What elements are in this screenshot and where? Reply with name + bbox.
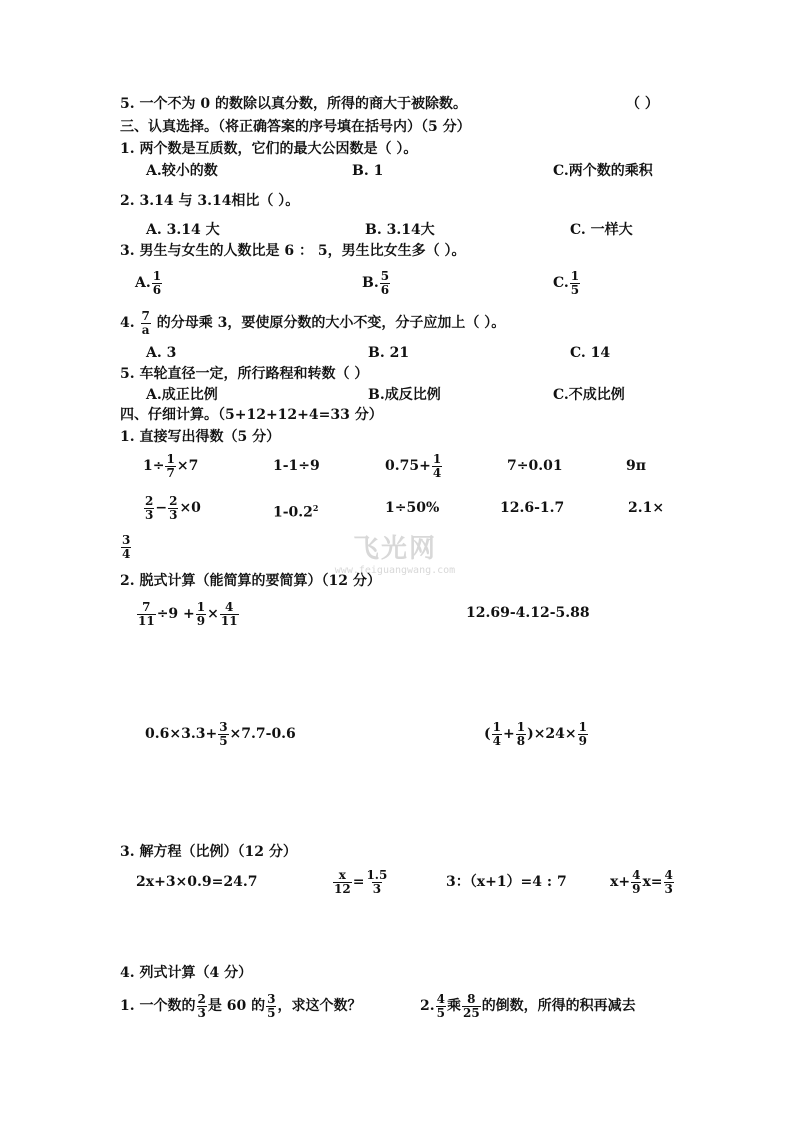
- choice-q4: 4. $\frac{7}{a}$ 的分母乘 3，要使原分数的大小不变，分子应加上（ ）。: [120, 308, 506, 337]
- part3-title: 3. 解方程（比例）（12 分）: [120, 844, 297, 860]
- section-3-title: 三、认真选择。（将正确答案的序号填在括号内）（5 分）: [120, 119, 471, 135]
- choice-q3-b: B. $\frac{5}{6}$: [362, 268, 390, 297]
- calc-1-8: 1÷50%: [385, 500, 440, 516]
- choice-q5: 5. 车轮直径一定，所行路程和转数（ ）: [120, 366, 369, 382]
- choice-q1-a: A.较小的数: [146, 163, 218, 179]
- choice-q2: 2. 3.14 与 3.14相比（ ）。: [120, 193, 300, 209]
- choice-q2-a: A. 3.14 大: [146, 222, 220, 238]
- choice-q1-b: B. 1: [352, 163, 384, 179]
- choice-q5-b: B.成反比例: [368, 387, 441, 403]
- calc-1-7: $1-0.2^2$: [273, 503, 319, 521]
- calc-2-2: 12.69-4.12-5.88: [466, 605, 590, 621]
- calc-1-10-fraction: $\frac{3}{4}$: [122, 532, 131, 561]
- part2-title: 2. 脱式计算（能简算的要简算）（12 分）: [120, 573, 381, 589]
- calc-2-4: ( $\frac{1}{4}$ + $\frac{1}{8}$ )×24× $\frac{1}{9}$: [484, 719, 588, 748]
- calc-2-1: $\frac{7}{11}$ ÷9 + $\frac{1}{9}$ × $\frac{4}{11}$: [138, 599, 238, 628]
- equation-3: 3：（x+1）=4 : 7: [446, 874, 567, 890]
- choice-q3: 3. 男生与女生的人数比是 6 ： 5，男生比女生多（ ）。: [120, 243, 466, 259]
- calc-1-3: 0.75+ $\frac{1}{4}$: [385, 451, 442, 480]
- equation-2: $\frac{x}{12}$ = $\frac{1.5}{3}$: [334, 867, 388, 896]
- calc-1-1: 1÷ $\frac{1}{7}$ ×7: [143, 451, 199, 480]
- calc-2-3: 0.6×3.3+ $\frac{3}{5}$ ×7.7-0.6: [145, 719, 296, 748]
- choice-q3-c: C. $\frac{1}{5}$: [553, 268, 580, 297]
- choice-q4-a: A. 3: [146, 345, 177, 361]
- choice-q1-c: C.两个数的乘积: [553, 163, 653, 179]
- choice-q4-b: B. 21: [368, 345, 410, 361]
- part4-title: 4. 列式计算（4 分）: [120, 965, 253, 981]
- word-problem-2: 2. $\frac{4}{5}$ 乘 $\frac{8}{25}$ 的倒数，所得的积再减去: [420, 991, 636, 1020]
- calc-1-6: $\frac{2}{3}$ − $\frac{2}{3}$ ×0: [145, 493, 201, 522]
- choice-q3-a: A. $\frac{1}{6}$: [135, 268, 162, 297]
- word-problem-1: 1. 一个数的 $\frac{2}{3}$ 是 60 的 $\frac{3}{5}$ ，求这个数？: [120, 991, 362, 1020]
- equation-1: 2x+3×0.9=24.7: [136, 874, 258, 890]
- part1-title: 1. 直接写出得数（5 分）: [120, 429, 281, 445]
- choice-q5-c: C.不成比例: [553, 387, 625, 403]
- calc-1-2: 1-1÷9: [273, 458, 320, 474]
- equation-4: x+ $\frac{4}{9}$ x= $\frac{4}{3}$: [610, 867, 673, 896]
- calc-1-9: 12.6-1.7: [500, 500, 565, 516]
- calc-1-4: 7÷0.01: [507, 458, 563, 474]
- judge-item-5: 5. 一个不为 0 的数除以真分数，所得的商大于被除数。: [120, 96, 467, 112]
- choice-q4-c: C. 14: [570, 345, 611, 361]
- choice-q1: 1. 两个数是互质数，它们的最大公因数是（ ）。: [120, 141, 418, 157]
- choice-q2-c: C. 一样大: [570, 222, 633, 238]
- choice-q5-a: A.成正比例: [146, 387, 218, 403]
- calc-1-5: 9π: [626, 458, 646, 474]
- choice-q2-b: B. 3.14大: [365, 222, 435, 238]
- watermark-logo: 飞光网 www.feiguangwang.com: [334, 534, 456, 576]
- answer-paren: （ ）: [626, 96, 659, 112]
- calc-1-10: 2.1×: [628, 500, 665, 516]
- section-4-title: 四、仔细计算。（5+12+12+4=33 分）: [120, 407, 383, 423]
